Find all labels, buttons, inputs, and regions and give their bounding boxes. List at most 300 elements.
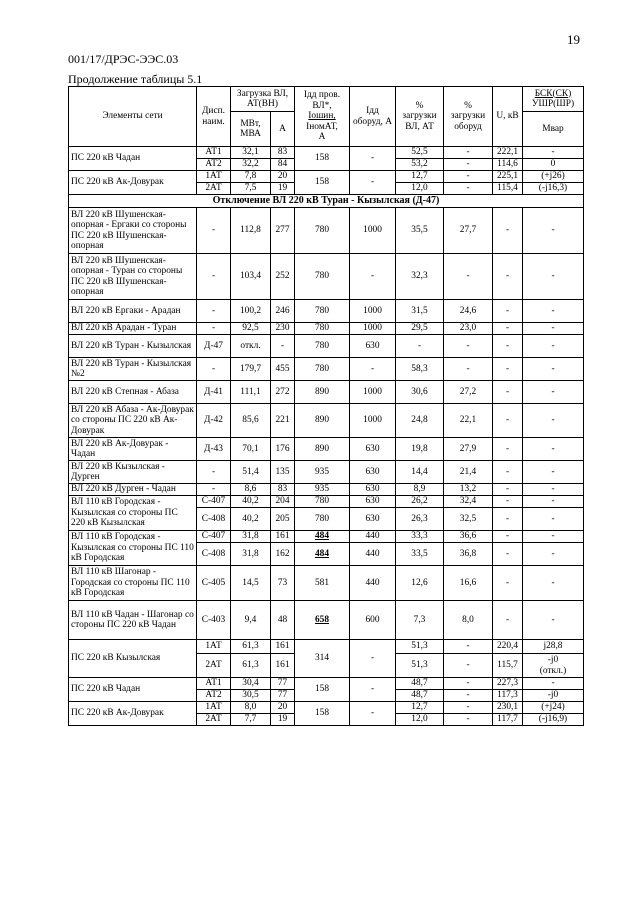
element-name: ВЛ 220 кВ Ак-Довурак - Чадан	[69, 438, 197, 461]
load-mw: 14,5	[231, 566, 271, 601]
pct-equipment: -	[444, 358, 493, 381]
idd-line: 158	[295, 171, 350, 195]
pct-equipment: 23,0	[444, 323, 493, 335]
idd-line: 780	[295, 208, 350, 254]
reactive-power: -	[523, 566, 584, 601]
disp-name: -	[197, 484, 231, 496]
pct-load: 7,3	[396, 601, 444, 640]
voltage: 115,7	[493, 654, 523, 678]
load-mw: 85,6	[231, 404, 271, 438]
table-row	[69, 323, 584, 335]
load-mw: 8,6	[231, 484, 271, 496]
header-u: U, кВ	[493, 87, 523, 147]
reactive-power: -	[523, 531, 584, 543]
pct-load: 12,6	[396, 566, 444, 601]
idd-equipment: 630	[350, 484, 396, 496]
idd-line: 658	[295, 601, 350, 640]
voltage: 225,1	[493, 171, 523, 183]
pct-load: 8,9	[396, 484, 444, 496]
reactive-power: -	[523, 300, 584, 323]
load-a: 176	[271, 438, 295, 461]
idd-equipment: 1000	[350, 404, 396, 438]
page-number: 19	[567, 32, 580, 47]
pct-load: 26,3	[396, 508, 444, 531]
pct-equipment: 16,6	[444, 566, 493, 601]
disp-name: С-408	[197, 543, 231, 566]
voltage: -	[493, 323, 523, 335]
disp-name: АТ1	[197, 678, 231, 690]
reactive-power: 0	[523, 159, 584, 171]
reactive-power: -	[523, 543, 584, 566]
idd-equipment: 1000	[350, 300, 396, 323]
table-row	[69, 601, 584, 640]
pct-load: 33,5	[396, 543, 444, 566]
pct-equipment: -	[444, 702, 493, 714]
pct-equipment: 36,8	[444, 543, 493, 566]
pct-equipment: -	[444, 183, 493, 195]
load-a: 19	[271, 183, 295, 195]
table-row	[69, 208, 584, 254]
pct-equipment: 36,6	[444, 531, 493, 543]
pct-equipment: 13,2	[444, 484, 493, 496]
load-a: 84	[271, 159, 295, 171]
header-bsk-line2: УШР(ШР)	[531, 99, 575, 109]
load-a: 161	[271, 654, 295, 678]
disp-name: АТ2	[197, 159, 231, 171]
table-row	[69, 254, 584, 300]
pct-equipment: 27,9	[444, 438, 493, 461]
load-mw: 7,5	[231, 183, 271, 195]
pct-load: 30,6	[396, 381, 444, 404]
disp-name: 1АТ	[197, 640, 231, 654]
reactive-power: -	[523, 601, 584, 640]
header-bsk-line1: БСК(СК)	[534, 88, 572, 99]
reactive-power: -	[523, 484, 584, 496]
pct-load: 19,8	[396, 438, 444, 461]
load-mw: 31,8	[231, 543, 271, 566]
section-title: Отключение ВЛ 220 кВ Туран - Кызылская (Д-47)	[69, 195, 584, 208]
header-mvar: Мвар	[523, 112, 584, 147]
element-name: ВЛ 220 кВ Шушенская-опорная - Ергаки со стороны ПС 220 кВ Шушенская-опорная	[69, 208, 197, 254]
disp-name: 1АТ	[197, 702, 231, 714]
voltage: -	[493, 531, 523, 543]
idd-equipment: 630	[350, 335, 396, 358]
load-a: 230	[271, 323, 295, 335]
idd-equipment: 630	[350, 496, 396, 508]
load-mw: 7,8	[231, 171, 271, 183]
pct-equipment: 21,4	[444, 461, 493, 484]
load-a: 455	[271, 358, 295, 381]
table-row	[69, 640, 584, 654]
disp-name: С-405	[197, 566, 231, 601]
load-mw: откл.	[231, 335, 271, 358]
idd-equipment: 630	[350, 461, 396, 484]
header-pct-eq: % загрузки оборуд	[444, 87, 493, 147]
idd-line: 780	[295, 508, 350, 531]
element-name: ВЛ 220 кВ Кызылская - Дурген	[69, 461, 197, 484]
idd-equipment: 630	[350, 508, 396, 531]
load-a: 77	[271, 690, 295, 702]
idd-line: 780	[295, 496, 350, 508]
pct-load: 33,3	[396, 531, 444, 543]
voltage: 114,6	[493, 159, 523, 171]
load-a: 20	[271, 702, 295, 714]
idd-line: 314	[295, 640, 350, 678]
load-a: 162	[271, 543, 295, 566]
idd-equipment: -	[350, 254, 396, 300]
reactive-power: -	[523, 404, 584, 438]
load-mw: 32,1	[231, 147, 271, 159]
element-name: ВЛ 110 кВ Шагонар - Городская со стороны ПС 110 кВ Городская	[69, 566, 197, 601]
header-load: Загрузка ВЛ, АТ(ВН)	[231, 87, 295, 112]
voltage: -	[493, 358, 523, 381]
voltage: 220,4	[493, 640, 523, 654]
load-a: 77	[271, 678, 295, 690]
table-row	[69, 438, 584, 461]
idd-line: 935	[295, 484, 350, 496]
element-name: ПС 220 кВ Ак-Довурак	[69, 702, 197, 726]
idd-equipment: 440	[350, 566, 396, 601]
disp-name: С-403	[197, 601, 231, 640]
disp-name: АТ2	[197, 690, 231, 702]
element-name: ВЛ 220 кВ Шушенская-опорная - Туран со стороны ПС 220 кВ Шушенская-опорная	[69, 254, 197, 300]
pct-load: 26,2	[396, 496, 444, 508]
load-mw: 103,4	[231, 254, 271, 300]
load-mw: 111,1	[231, 381, 271, 404]
voltage: -	[493, 484, 523, 496]
idd-equipment: -	[350, 678, 396, 702]
section-row	[69, 195, 584, 208]
voltage: -	[493, 381, 523, 404]
pct-load: 51,3	[396, 640, 444, 654]
disp-name: -	[197, 358, 231, 381]
load-a: 277	[271, 208, 295, 254]
idd-equipment: 1000	[350, 381, 396, 404]
disp-name: -	[197, 208, 231, 254]
disp-name: 1АТ	[197, 171, 231, 183]
load-mw: 51,4	[231, 461, 271, 484]
reactive-power: -	[523, 335, 584, 358]
header-idd-line2: ВЛ*,	[312, 100, 332, 111]
pct-equipment: -	[444, 654, 493, 678]
disp-name: -	[197, 254, 231, 300]
load-mw: 112,8	[231, 208, 271, 254]
idd-equipment: -	[350, 171, 396, 195]
reactive-power-value: -j0	[547, 655, 559, 665]
idd-equipment: 440	[350, 543, 396, 566]
pct-load: 12,7	[396, 702, 444, 714]
load-mw: 8,0	[231, 702, 271, 714]
header-idd-line5: А	[318, 132, 326, 143]
voltage: -	[493, 404, 523, 438]
idd-equipment: -	[350, 702, 396, 726]
reactive-power: -	[523, 461, 584, 484]
pct-equipment: 32,4	[444, 496, 493, 508]
reactive-power: j28,8	[523, 640, 584, 654]
voltage: -	[493, 496, 523, 508]
reactive-power: -	[523, 147, 584, 159]
pct-load: 51,3	[396, 654, 444, 678]
idd-line: 484	[295, 531, 350, 543]
element-name: ВЛ 220 кВ Туран - Кызылская №2	[69, 358, 197, 381]
load-a: 83	[271, 147, 295, 159]
idd-line: 158	[295, 702, 350, 726]
load-mw: 61,3	[231, 640, 271, 654]
load-a: 161	[271, 640, 295, 654]
disp-name: -	[197, 300, 231, 323]
pct-equipment: 27,7	[444, 208, 493, 254]
load-mw: 179,7	[231, 358, 271, 381]
disp-name: С-407	[197, 531, 231, 543]
load-mw: 7,7	[231, 714, 271, 726]
pct-equipment: -	[444, 159, 493, 171]
pct-equipment: -	[444, 714, 493, 726]
header-mw: МВт, МВА	[231, 112, 271, 147]
idd-line: 780	[295, 300, 350, 323]
pct-load: 53,2	[396, 159, 444, 171]
voltage: 222,1	[493, 147, 523, 159]
element-name: ВЛ 220 кВ Арадан - Туран	[69, 323, 197, 335]
pct-equipment: 24,6	[444, 300, 493, 323]
voltage: 115,4	[493, 183, 523, 195]
load-mw: 30,5	[231, 690, 271, 702]
element-name: ВЛ 110 кВ Городская - Кызылская со стороны ПС 110 кВ Городская	[69, 531, 197, 566]
pct-equipment: 22,1	[444, 404, 493, 438]
load-a: 246	[271, 300, 295, 323]
table-row	[69, 484, 584, 496]
pct-load: 35,5	[396, 208, 444, 254]
voltage: -	[493, 543, 523, 566]
table-row	[69, 566, 584, 601]
reactive-power-note: (откл.)	[539, 665, 567, 676]
idd-line: 780	[295, 335, 350, 358]
load-mw: 30,4	[231, 678, 271, 690]
disp-name: Д-42	[197, 404, 231, 438]
disp-name: Д-41	[197, 381, 231, 404]
voltage: -	[493, 601, 523, 640]
table-row	[69, 678, 584, 690]
reactive-power: (+j26)	[523, 171, 584, 183]
load-a: 73	[271, 566, 295, 601]
voltage: 230,1	[493, 702, 523, 714]
pct-load: 12,7	[396, 171, 444, 183]
reactive-power: (+j24)	[523, 702, 584, 714]
pct-load: 52,5	[396, 147, 444, 159]
table-row	[69, 461, 584, 484]
load-mw: 9,4	[231, 601, 271, 640]
table-row	[69, 300, 584, 323]
table-row	[69, 531, 584, 543]
header-amp: А	[271, 112, 295, 147]
voltage: -	[493, 508, 523, 531]
pct-load: 12,0	[396, 714, 444, 726]
load-mw: 70,1	[231, 438, 271, 461]
load-mw: 92,5	[231, 323, 271, 335]
table-row	[69, 335, 584, 358]
load-a: 20	[271, 171, 295, 183]
idd-line: 158	[295, 147, 350, 171]
pct-load: 24,8	[396, 404, 444, 438]
table-row	[69, 496, 584, 508]
pct-load: 12,0	[396, 183, 444, 195]
idd-equipment: 1000	[350, 323, 396, 335]
voltage: -	[493, 254, 523, 300]
pct-equipment: -	[444, 335, 493, 358]
idd-equipment: -	[350, 358, 396, 381]
reactive-power: -	[523, 254, 584, 300]
idd-line: 890	[295, 381, 350, 404]
element-name: ВЛ 220 кВ Степная - Абаза	[69, 381, 197, 404]
pct-equipment: 32,5	[444, 508, 493, 531]
table-row	[69, 381, 584, 404]
element-name: ВЛ 110 кВ Городская - Кызылская со стороны ПС 220 кВ Кызылская	[69, 496, 197, 531]
disp-name: АТ1	[197, 147, 231, 159]
load-a: 83	[271, 484, 295, 496]
load-a: 19	[271, 714, 295, 726]
element-name: ПС 220 кВ Кызылская	[69, 640, 197, 678]
pct-load: 14,4	[396, 461, 444, 484]
header-idd-line4: IномАТ,	[306, 121, 338, 132]
element-name: ВЛ 110 кВ Чадан - Шагонар со стороны ПС 220 кВ Чадан	[69, 601, 197, 640]
element-name: ВЛ 220 кВ Туран - Кызылская	[69, 335, 197, 358]
voltage: 227,3	[493, 678, 523, 690]
idd-equipment: 440	[350, 531, 396, 543]
pct-equipment: -	[444, 678, 493, 690]
load-a: 221	[271, 404, 295, 438]
load-a: 252	[271, 254, 295, 300]
idd-line: 780	[295, 254, 350, 300]
idd-line: 935	[295, 461, 350, 484]
idd-equipment: -	[350, 147, 396, 171]
load-a: 272	[271, 381, 295, 404]
document-id: 001/17/ДРЭС-ЭЭС.03	[68, 52, 179, 66]
load-a: 161	[271, 531, 295, 543]
table-row	[69, 404, 584, 438]
idd-equipment: -	[350, 640, 396, 678]
pct-load: 29,5	[396, 323, 444, 335]
idd-equipment: 630	[350, 438, 396, 461]
table-row	[69, 147, 584, 159]
reactive-power: -	[523, 358, 584, 381]
idd-line: 890	[295, 438, 350, 461]
table-header-row	[69, 87, 584, 112]
voltage: -	[493, 208, 523, 254]
load-mw: 31,8	[231, 531, 271, 543]
load-mw: 40,2	[231, 496, 271, 508]
voltage: 117,7	[493, 714, 523, 726]
disp-name: -	[197, 323, 231, 335]
header-idd-eq: Iдд оборуд, А	[350, 87, 396, 147]
pct-equipment: 27,2	[444, 381, 493, 404]
pct-load: 58,3	[396, 358, 444, 381]
header-bsk	[523, 87, 584, 112]
load-a: -	[271, 335, 295, 358]
pct-equipment: 8,0	[444, 601, 493, 640]
disp-name: 2АТ	[197, 183, 231, 195]
pct-load: 48,7	[396, 678, 444, 690]
disp-name: -	[197, 461, 231, 484]
reactive-power: -j0	[523, 690, 584, 702]
reactive-power: -	[523, 496, 584, 508]
load-a: 205	[271, 508, 295, 531]
pct-load: -	[396, 335, 444, 358]
header-idd-line1: Iдд пров.	[303, 90, 341, 101]
disp-name: Д-43	[197, 438, 231, 461]
header-pct-load: % загрузки ВЛ, АТ	[396, 87, 444, 147]
pct-equipment: -	[444, 147, 493, 159]
voltage: 117,3	[493, 690, 523, 702]
idd-line: 484	[295, 543, 350, 566]
load-a: 204	[271, 496, 295, 508]
pct-load: 31,5	[396, 300, 444, 323]
idd-line: 158	[295, 678, 350, 702]
reactive-power: -	[523, 678, 584, 690]
reactive-power: (-j16,3)	[523, 183, 584, 195]
element-name: ВЛ 220 кВ Абаза - Ак-Довурак со стороны ПС 220 кВ Ак-Довурак	[69, 404, 197, 438]
header-idd-line3: Iошин,	[308, 111, 336, 122]
voltage: -	[493, 566, 523, 601]
idd-equipment: 600	[350, 601, 396, 640]
reactive-power: -	[523, 438, 584, 461]
element-name: ПС 220 кВ Ак-Довурак	[69, 171, 197, 195]
idd-line: 780	[295, 323, 350, 335]
disp-name: С-408	[197, 508, 231, 531]
voltage: -	[493, 335, 523, 358]
pct-equipment: -	[444, 171, 493, 183]
load-mw: 40,2	[231, 508, 271, 531]
element-name: ПС 220 кВ Чадан	[69, 147, 197, 171]
idd-line: 581	[295, 566, 350, 601]
idd-line: 890	[295, 404, 350, 438]
element-name: ПС 220 кВ Чадан	[69, 678, 197, 702]
load-a: 48	[271, 601, 295, 640]
disp-name: С-407	[197, 496, 231, 508]
element-name: ВЛ 220 кВ Ергаки - Арадан	[69, 300, 197, 323]
pct-equipment: -	[444, 254, 493, 300]
load-table	[68, 86, 584, 726]
table-row	[69, 171, 584, 183]
voltage: -	[493, 438, 523, 461]
header-idd	[295, 87, 350, 147]
pct-equipment: -	[444, 690, 493, 702]
table-row	[69, 358, 584, 381]
header-elements: Элементы сети	[69, 87, 197, 147]
reactive-power: -	[523, 208, 584, 254]
table-caption: Продолжение таблицы 5.1	[68, 72, 203, 86]
header-disp: Дисп. наим.	[197, 87, 231, 147]
voltage: -	[493, 461, 523, 484]
load-mw: 32,2	[231, 159, 271, 171]
table-row	[69, 702, 584, 714]
pct-equipment: -	[444, 640, 493, 654]
disp-name: Д-47	[197, 335, 231, 358]
reactive-power: -	[523, 323, 584, 335]
reactive-power: -	[523, 381, 584, 404]
voltage: -	[493, 300, 523, 323]
element-name: ВЛ 220 кВ Дурген - Чадан	[69, 484, 197, 496]
reactive-power: (-j16,9)	[523, 714, 584, 726]
load-a: 135	[271, 461, 295, 484]
load-mw: 61,3	[231, 654, 271, 678]
reactive-power	[523, 654, 584, 678]
disp-name: 2АТ	[197, 714, 231, 726]
idd-equipment: 1000	[350, 208, 396, 254]
load-mw: 100,2	[231, 300, 271, 323]
disp-name: 2АТ	[197, 654, 231, 678]
pct-load: 48,7	[396, 690, 444, 702]
idd-line: 780	[295, 358, 350, 381]
reactive-power: -	[523, 508, 584, 531]
